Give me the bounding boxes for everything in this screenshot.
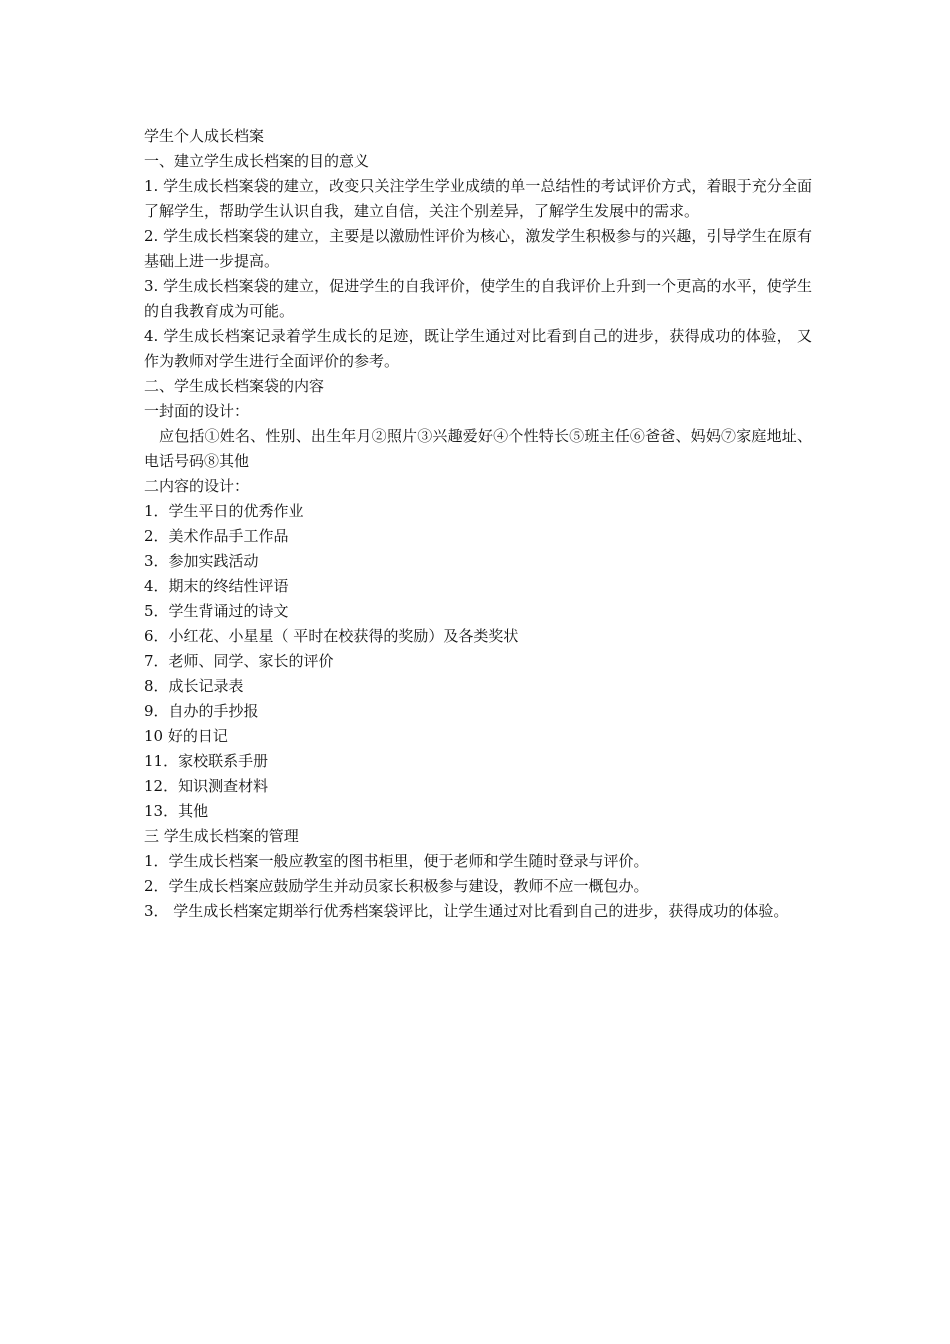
cover-design-heading: 一封面的设计： bbox=[144, 402, 250, 420]
content-item-6: 6．小红花、小星星（ 平时在校获得的奖励）及各类奖状 bbox=[144, 627, 519, 645]
content-item-2: 2．美术作品手工作品 bbox=[144, 527, 289, 545]
section-2-heading: 二、学生成长档案袋的内容 bbox=[144, 377, 325, 395]
cover-design-text: 应包括①姓名、性别、出生年月②照片③兴趣爱好④个性特长⑤班主任⑥爸爸、妈妈⑦家庭地址、电话号码⑧其他 bbox=[144, 427, 812, 470]
content-item-5: 5．学生背诵过的诗文 bbox=[144, 602, 289, 620]
content-item-12: 12．知识测查材料 bbox=[144, 777, 269, 795]
section-1-item-2: 2. 学生成长档案袋的建立，主要是以激励性评价为核心，激发学生积极参与的兴趣，引导学生在原有基础上进一步提高。 bbox=[144, 227, 812, 270]
content-item-7: 7．老师、同学、家长的评价 bbox=[144, 652, 334, 670]
section-1-heading: 一、建立学生成长档案的目的意义 bbox=[144, 152, 370, 170]
content-item-3: 3．参加实践活动 bbox=[144, 552, 259, 570]
content-design-heading: 二内容的设计： bbox=[144, 477, 250, 495]
content-item-11: 11．家校联系手册 bbox=[144, 752, 269, 770]
content-item-4: 4．期末的终结性评语 bbox=[144, 577, 289, 595]
content-item-10: 10 好的日记 bbox=[144, 727, 228, 745]
section-3-heading: 三 学生成长档案的管理 bbox=[144, 827, 299, 845]
section-3-item-1: 1．学生成长档案一般应教室的图书柜里，便于老师和学生随时登录与评价。 bbox=[144, 852, 649, 870]
content-item-9: 9．自办的手抄报 bbox=[144, 702, 259, 720]
section-1-item-4: 4. 学生成长档案记录着学生成长的足迹，既让学生通过对比看到自己的进步，获得成功的体验， 又作为教师对学生进行全面评价的参考。 bbox=[144, 327, 812, 370]
document-title: 学生个人成长档案 bbox=[144, 127, 265, 145]
content-item-1: 1．学生平日的优秀作业 bbox=[144, 502, 304, 520]
section-1-item-1: 1. 学生成长档案袋的建立，改变只关注学生学业成绩的单一总结性的考试评价方式，着眼于充分全面了解学生，帮助学生认识自我，建立自信，关注个别差异，了解学生发展中的需求。 bbox=[144, 177, 812, 220]
section-3-item-2: 2．学生成长档案应鼓励学生并动员家长积极参与建设，教师不应一概包办。 bbox=[144, 877, 649, 895]
section-3-item-3: 3． 学生成长档案定期举行优秀档案袋评比，让学生通过对比看到自己的进步，获得成功的体验。 bbox=[144, 902, 789, 920]
section-1-item-3: 3. 学生成长档案袋的建立，促进学生的自我评价，使学生的自我评价上升到一个更高的水平，使学生的自我教育成为可能。 bbox=[144, 277, 812, 320]
content-item-8: 8．成长记录表 bbox=[144, 677, 244, 695]
document-body bbox=[144, 124, 812, 924]
content-item-13: 13．其他 bbox=[144, 802, 209, 820]
